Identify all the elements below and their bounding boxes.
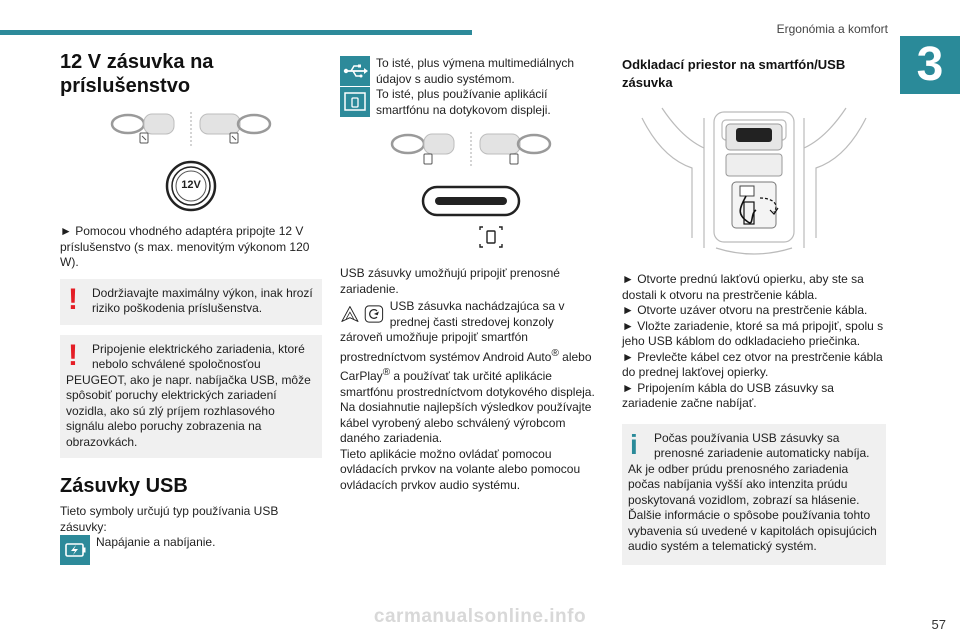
section-title-usb: Zásuvky USB [60,475,188,497]
warning-mark-icon: ! [68,338,78,372]
warning-text-devices-first: Pripojenie elektrického zariadenia, ktoré nebolo schválené spoločnosťou [92,341,305,371]
steering-wheel-position-illustration-2 [340,130,602,170]
socket-label: 12V [181,179,201,191]
usb-port-figure [340,184,602,252]
usb-media-row [340,56,602,118]
watermark: carmanualsonline.info [373,606,587,627]
section-title-12v: 12 V zásuvka na príslušenstvo [60,51,214,97]
warning-box-devices [60,335,322,459]
usb-paragraph-2-rest: zároveň umožňuje pripojiť smartfón prostredníctvom systémov Android Auto® alebo CarPlay® a používať tak určité aplikácie smartfónu prostredníctvom dotykového displeja. [340,330,595,399]
socket-figure [60,160,322,212]
usb-icon [340,56,370,86]
info-mark-icon: i [630,428,638,460]
paragraph-12v-connect: ► Pomocou vhodného adaptéra pripojte 12 V príslušenstvo (s max. menovitým výkonom 120 W). [60,224,310,269]
column-left [60,50,322,565]
smartphone-screen-icon [476,222,506,252]
storage-compartment-illustration [622,98,886,260]
carplay-text: alebo CarPlay [340,349,592,383]
warning-text-power: Dodržiavajte maximálny výkon, inak hrozí riziko poškodenia príslušenstva. [92,285,313,315]
chapter-number: 3 [900,36,960,94]
steering-wheel-position-illustration [60,108,322,152]
step-item: ► Vložte zariadenie, ktoré sa má pripojiť, spolu s jeho USB káblom do odkladacieho priečinka. [622,318,884,348]
carplay-icon [364,299,384,329]
android-auto-icon [340,299,360,329]
steering-wheel-icon [200,114,270,143]
warning-text-devices-rest: PEUGEOT, ako je napr. nabíjačka USB, môže spôsobiť poruchy elektrických zariadení vozidla, ako sú zlý príjem rozhlasového signálu alebo poruchy zobrazenia na obrazovkách. [66,372,311,449]
info-box-charging [622,424,886,565]
usb-paragraph-3: Na dosiahnutie najlepších výsledkov používajte kábel vyrobený alebo schválený výrobcom daného zariadenia. [340,400,592,445]
step-item: ► Otvorte prednú lakťovú opierku, aby ste sa dostali k otvoru na prestrčenie kábla. [622,272,864,302]
usb-paragraph-4: Tieto aplikácie možno ovládať pomocou ovládacích prvkov na volante alebo pomocou ovládacích prvkov audio systému. [340,446,581,492]
warning-mark-icon: ! [68,282,78,316]
column-right [622,56,886,565]
usb-media-text: To isté, plus výmena multimediálnych údajov s audio systémom. [376,56,575,86]
apps-text: a používať tak určité aplikácie smartfónu prostredníctvom dotykového displeja. [340,369,595,399]
steps-list [622,272,886,412]
usb-apps-text: To isté, plus používanie aplikácií smartfónu na dotykovom displeji. [376,87,551,117]
column-middle [340,56,602,493]
step-item: ► Otvorte uzáver otvoru na prestrčenie kábla. [622,303,868,317]
usb-intro: Tieto symboly určujú typ používania USB zásuvky: [60,504,279,534]
charging-icon [60,535,90,565]
header-accent-bar [0,30,472,35]
smartphone-screen-icon [340,87,370,117]
info-text-rest: Ak je odber prúdu prenosného zariadenia počas nabíjania vyšší ako intenzita prúdu poskytovaná vozidlom, zobrazí sa hlásenie. Ďalšie informácie o spôsobe používania tohto vybavenia sú uvedené v kapitolách opisujúcich audio systém a telematický systém. [628,461,877,553]
warning-box-power [60,279,322,325]
socket-12v-icon [165,160,217,212]
page-header-title: Ergonómia a komfort [776,22,888,36]
usb-paragraph-2-first: USB zásuvka nachádzajúca sa v prednej časti stredovej konzoly [389,299,565,329]
step-item: ► Prevlečte kábel cez otvor na prestrčenie kábla do prednej lakťovej opierky. [622,349,883,379]
steering-wheel-icon [112,114,174,143]
usb-port-icon [421,184,521,218]
usb-charge-text: Napájanie a nabíjanie. [96,535,216,549]
usb-charge-row [60,535,322,565]
section-title-storage: Odkladací priestor na smartfón/USB zásuvka [622,57,846,90]
page-number: 57 [931,617,946,632]
steering-wheel-icon [480,134,550,164]
step-item: ► Pripojením kábla do USB zásuvky sa zariadenie začne nabíjať. [622,380,834,410]
android-carplay-row [340,299,602,330]
steering-wheel-icon [392,134,454,164]
android-auto-text: zároveň umožňuje pripojiť smartfón prostredníctvom systémov Android Auto [340,330,552,364]
info-text-first: Počas používania USB zásuvky sa prenosné zariadenie automaticky nabíja. [654,430,870,460]
usb-paragraph-1: USB zásuvky umožňujú pripojiť prenosné zariadenie. [340,266,560,296]
